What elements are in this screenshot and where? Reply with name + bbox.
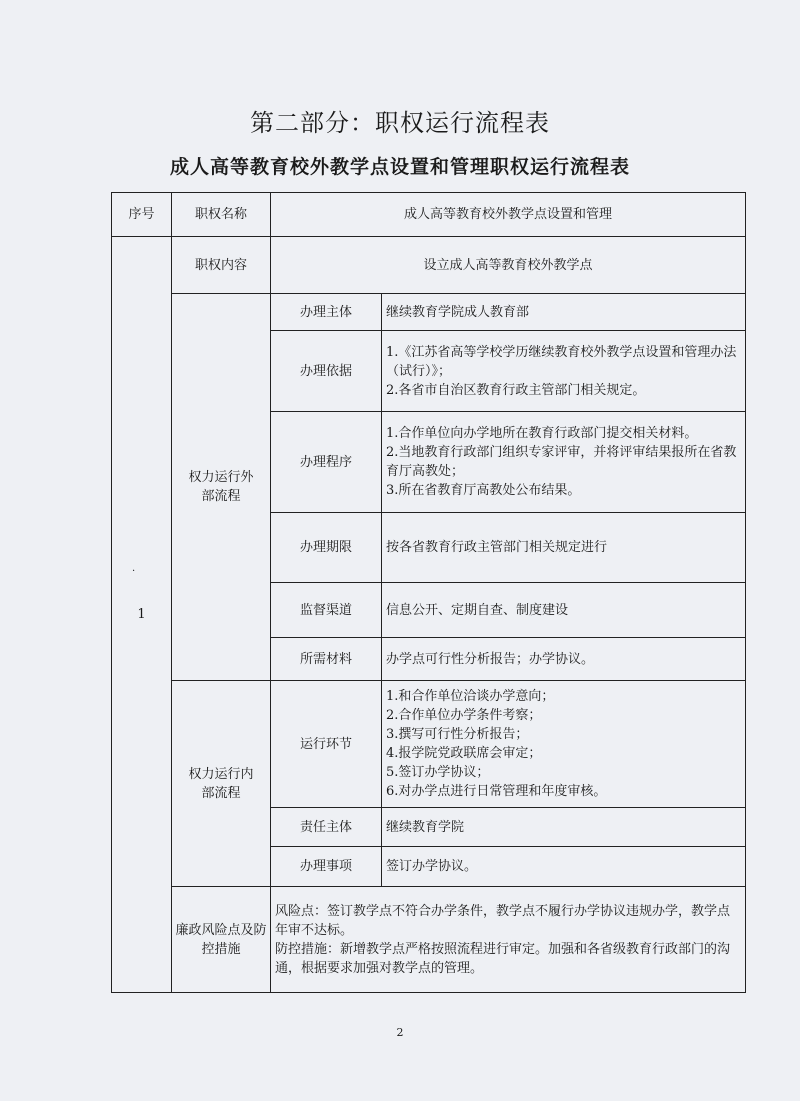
row-label: 办理主体 (271, 294, 382, 331)
content-value: 设立成人高等教育校外教学点 (271, 237, 746, 294)
table-header-row (112, 193, 746, 237)
row-value: 信息公开、定期自查、制度建设 (382, 583, 746, 638)
row-label: 办理事项 (271, 847, 382, 887)
page-number: 2 (396, 1026, 404, 1039)
row-label: 监督渠道 (271, 583, 382, 638)
header-index: 序号 (112, 193, 172, 237)
risk-row (112, 887, 746, 993)
row-value: 办学点可行性分析报告；办学协议。 (382, 638, 746, 681)
row-value: 1.《江苏省高等学校学历继续教育校外教学点设置和管理办法（试行）》； 2.各省市自治区教育行政主管部门相关规定。 (382, 331, 746, 412)
internal-flow-label: 权力运行内部流程 (172, 681, 271, 887)
header-power-name: 职权名称 (172, 193, 271, 237)
row-value: 继续教育学院 (382, 808, 746, 847)
row-label: 所需材料 (271, 638, 382, 681)
content-label: 职权内容 (172, 237, 271, 294)
row-label: 办理程序 (271, 412, 382, 513)
table-row (112, 294, 746, 331)
power-name-value: 成人高等教育校外教学点设置和管理 (271, 193, 746, 237)
row-value: 签订办学协议。 (382, 847, 746, 887)
risk-value: 风险点：签订教学点不符合办学条件，教学点不履行办学协议违规办学，教学点年审不达标。 防控措施：新增教学点严格按照流程进行审定。加强和各省级教育行政部门的沟通，根据要求加强对教学点的管理。 (271, 887, 746, 993)
power-flow-table (111, 192, 746, 993)
index-cell: 1 (112, 237, 172, 993)
page-title: 第二部分：职权运行流程表 (250, 109, 550, 137)
row-label: 责任主体 (271, 808, 382, 847)
row-value: 继续教育学院成人教育部 (382, 294, 746, 331)
row-label: 办理依据 (271, 331, 382, 412)
risk-label: 廉政风险点及防控措施 (172, 887, 271, 993)
row-value: 按各省教育行政主管部门相关规定进行 (382, 513, 746, 583)
row-value: 1.和合作单位洽谈办学意向； 2.合作单位办学条件考察； 3.撰写可行性分析报告； 4.报学院党政联席会审定； 5.签订办学协议； 6.对办学点进行日常管理和年度审核。 (382, 681, 746, 808)
table-title: 成人高等教育校外教学点设置和管理职权运行流程表 (169, 156, 630, 178)
external-flow-label: 权力运行外部流程 (172, 294, 271, 681)
table-row (112, 681, 746, 808)
row-label: 办理期限 (271, 513, 382, 583)
row-label: 运行环节 (271, 681, 382, 808)
row-value: 1.合作单位向办学地所在教育行政部门提交相关材料。 2.当地教育行政部门组织专家评审，并将评审结果报所在省教育厅高教处； 3.所在省教育厅高教处公布结果。 (382, 412, 746, 513)
content-row (112, 237, 746, 294)
stray-dot: . (132, 563, 136, 574)
